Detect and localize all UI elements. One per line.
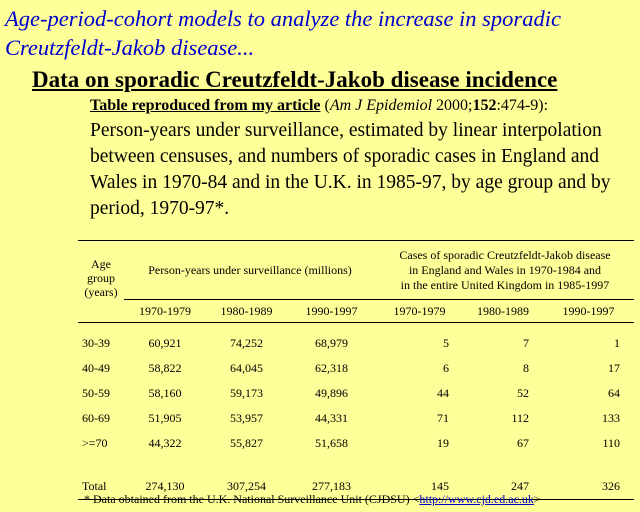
table-row: 40-49 58,822 64,045 62,318 6 8 17 (82, 361, 620, 375)
footnote-end: > (533, 492, 541, 506)
cases-header: Cases of sporadic Creutzfeldt-Jakob disease in England and Wales in 1970-1984 and in the entire United Kingdom in 1985-1997 (399, 247, 611, 292)
total-row: Total 274,130 307,254 277,183 145 247 326 (82, 479, 620, 493)
reference-prefix: Table reproduced from my article (90, 97, 321, 114)
table-row: 50-59 58,160 59,173 49,896 44 52 64 (82, 386, 620, 400)
period-header: 1980-1989 (206, 300, 287, 323)
reference-pages: :474-9): (496, 97, 549, 114)
reference-open-paren: ( (320, 97, 330, 114)
table-row: >=70 44,322 55,827 51,658 19 67 110 (82, 436, 620, 450)
reference-journal: Am J Epidemiol (329, 97, 433, 114)
table-description: Person-years under surveillance, estimated by linear interpolation between censuses, and numbers of sporadic cases in England and Wales in 1970-84 and in the U.K. in 1985-97, by age group and by period, 1970-97*. (90, 120, 611, 219)
period-header: 1980-1989 (463, 300, 543, 323)
incidence-table (78, 240, 634, 501)
period-header: 1990-1997 (543, 300, 634, 323)
table-row: 60-69 51,905 53,957 44,331 71 112 133 (82, 411, 620, 425)
age-group-header: Age group (years) (84, 257, 118, 299)
period-header: 1990-1997 (287, 300, 376, 323)
cjdsu-link[interactable]: http://www.cjd.ed.ac.uk (419, 492, 534, 506)
article-reference (90, 96, 635, 115)
table-row: 30-39 60,921 74,252 68,979 5 7 1 (82, 336, 620, 350)
reference-volume: 152 (472, 97, 497, 114)
footnote-text: * Data obtained from the U.K. National Surveillance Unit (CJDSU) < (84, 492, 420, 506)
person-years-header: Person-years under surveillance (millions) (148, 262, 352, 277)
slide-title: Age-period-cohort models to analyze the increase in sporadic Creutzfeldt-Jakob disease... (5, 6, 561, 60)
period-header: 1970-1979 (376, 300, 463, 323)
slide-subtitle: Data on sporadic Creutzfeldt-Jakob disease incidence (32, 67, 558, 92)
footnote (84, 492, 640, 507)
period-header: 1970-1979 (124, 300, 206, 323)
reference-year: 2000; (432, 97, 473, 114)
